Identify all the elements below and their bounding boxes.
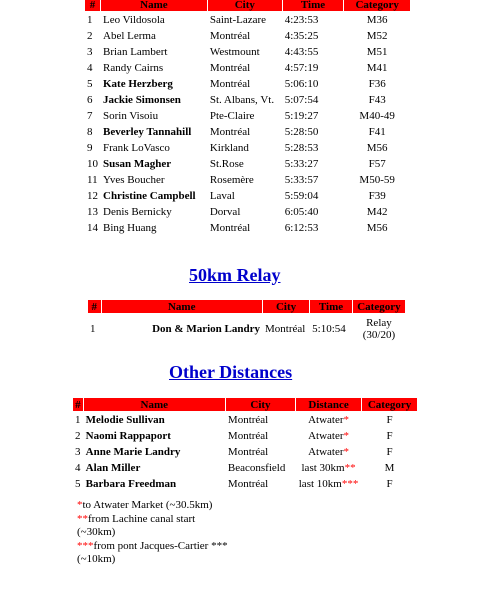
relay-num: 1: [90, 323, 96, 335]
results-row: [85, 28, 410, 43]
other-category: F: [386, 413, 393, 426]
other-row: [73, 444, 417, 459]
other-header-name: Name: [84, 398, 225, 411]
results-row: [85, 124, 410, 139]
row-city: Laval: [209, 189, 235, 202]
row-name: Yves Boucher: [103, 173, 165, 186]
header-time: Time: [283, 0, 344, 11]
footnote-text: to Atwater Market (~30.5km): [82, 499, 213, 511]
row-time: 6:05:40: [284, 205, 319, 218]
footnote-line: [77, 553, 228, 567]
results-row: [85, 140, 410, 155]
other-row: [73, 460, 417, 475]
row-city: Montréal: [209, 125, 251, 138]
relay-name: Don & Marion Landry: [152, 323, 260, 335]
other-distance-text: last 30km: [301, 461, 345, 474]
row-city: St. Albans, Vt.: [209, 93, 275, 106]
row-num: 2: [87, 29, 93, 42]
row-city: Montréal: [209, 77, 251, 90]
results-table: [84, 0, 411, 236]
other-header-distance: Distance: [296, 398, 361, 411]
row-num: 9: [87, 141, 93, 154]
other-distance-marker: *: [343, 445, 350, 458]
other-num: 2: [75, 429, 81, 442]
relay-title: 50km Relay: [189, 265, 281, 285]
header-name: Name: [101, 0, 207, 11]
other-header-city: City: [226, 398, 295, 411]
row-category: M56: [366, 141, 388, 154]
other-header-num: #: [73, 398, 83, 411]
row-name: Leo Vildosola: [103, 13, 165, 26]
results-row: [85, 172, 410, 187]
relay-table: [87, 299, 406, 345]
results-body: [85, 12, 410, 235]
row-city: Saint-Lazare: [209, 13, 267, 26]
row-time: 5:33:57: [284, 173, 319, 186]
row-category: F43: [368, 93, 386, 106]
row-name: Brian Lambert: [103, 45, 168, 58]
row-time: 5:28:50: [284, 125, 319, 138]
row-time: 4:35:25: [284, 29, 319, 42]
row-time: 4:57:19: [284, 61, 319, 74]
row-category: M42: [366, 205, 388, 218]
other-category: F: [386, 445, 393, 458]
results-row: [85, 92, 410, 107]
relay-row: [88, 314, 405, 344]
other-name: Alan Miller: [85, 461, 141, 474]
footnote-line: [77, 526, 228, 540]
row-city: Pte-Claire: [209, 109, 255, 122]
row-num: 14: [87, 221, 98, 234]
row-category: M41: [366, 61, 388, 74]
relay-header-category: Category: [353, 300, 405, 313]
other-title: Other Distances: [169, 362, 293, 382]
results-row: [85, 188, 410, 203]
other-city: Beaconsfield: [227, 461, 286, 474]
footnote-marker: ***: [77, 539, 94, 552]
other-num: 3: [75, 445, 81, 458]
other-distance-marker: ***: [341, 477, 359, 490]
relay-time: 5:10:54: [312, 323, 346, 335]
row-city: Montréal: [209, 221, 251, 234]
results-header-row: [85, 0, 410, 11]
footnote-line: [77, 540, 228, 554]
relay-header-city: City: [263, 300, 309, 313]
header-city: City: [208, 0, 282, 11]
other-row: [73, 412, 417, 427]
other-category: M: [384, 461, 395, 474]
other-distance: [296, 412, 361, 427]
row-name: Christine Campbell: [103, 189, 196, 202]
row-time: 5:59:04: [284, 189, 319, 202]
row-category: M36: [366, 13, 388, 26]
other-distance-text: last 10km: [298, 477, 342, 490]
row-name: Kate Herzberg: [103, 77, 173, 90]
footnote-text: from Lachine canal start: [88, 512, 196, 525]
row-time: 4:23:53: [284, 13, 319, 26]
results-row: [85, 76, 410, 91]
other-body: [73, 412, 417, 491]
relay-category-line1: Relay: [366, 317, 392, 329]
relay-category-line2: (30/20): [362, 329, 396, 341]
row-time: 4:43:55: [284, 45, 319, 58]
row-category: M52: [366, 29, 388, 42]
other-num: 5: [75, 477, 81, 490]
other-distance-text: Atwater: [308, 413, 344, 426]
other-distance: [296, 444, 361, 459]
row-city: Montréal: [209, 61, 251, 74]
row-num: 12: [87, 189, 98, 202]
row-city: Rosemère: [209, 173, 254, 186]
row-time: 5:07:54: [284, 93, 319, 106]
other-name: Naomi Rappaport: [85, 429, 171, 442]
other-city: Montréal: [227, 477, 269, 490]
row-city: St.Rose: [209, 157, 244, 170]
row-time: 5:28:53: [284, 141, 319, 154]
relay-header-time: Time: [310, 300, 352, 313]
row-num: 3: [87, 45, 93, 58]
row-name: Frank LoVasco: [103, 141, 170, 154]
other-name: Melodie Sullivan: [85, 413, 165, 426]
other-table: [72, 397, 418, 492]
row-num: 1: [87, 13, 93, 26]
other-row: [73, 428, 417, 443]
other-category: F: [386, 429, 393, 442]
other-category: F: [386, 477, 393, 490]
row-num: 6: [87, 93, 93, 106]
other-distance-text: Atwater: [308, 445, 344, 458]
row-time: 5:06:10: [284, 77, 319, 90]
results-row: [85, 60, 410, 75]
other-name: Anne Marie Landry: [85, 445, 181, 458]
row-category: M50-59: [359, 173, 395, 186]
row-name: Denis Bernicky: [103, 205, 172, 218]
relay-header-row: [88, 300, 405, 313]
row-category: M51: [366, 45, 388, 58]
other-distance: [296, 460, 361, 475]
row-name: Susan Magher: [103, 157, 172, 170]
other-distance-marker: **: [344, 461, 356, 474]
row-city: Montréal: [209, 29, 251, 42]
other-city: Montréal: [227, 429, 269, 442]
results-row: [85, 12, 410, 27]
results-row: [85, 44, 410, 59]
row-category: M40-49: [359, 109, 395, 122]
row-name: Jackie Simonsen: [103, 93, 181, 106]
row-name: Abel Lerma: [103, 29, 156, 42]
footnote-line: [77, 513, 228, 527]
row-category: F39: [368, 189, 386, 202]
other-distance: [296, 476, 361, 491]
row-category: F36: [368, 77, 386, 90]
other-row: [73, 476, 417, 491]
row-city: Kirkland: [209, 141, 249, 154]
row-num: 4: [87, 61, 93, 74]
results-row: [85, 156, 410, 171]
row-time: 5:19:27: [284, 109, 319, 122]
header-num: #: [85, 0, 100, 11]
footnote-marker: *: [77, 499, 83, 511]
results-row: [85, 108, 410, 123]
other-distance-text: Atwater: [308, 429, 344, 442]
relay-category: [353, 314, 405, 344]
other-header-row: [73, 398, 417, 411]
relay-city: Montréal: [264, 323, 306, 335]
row-num: 10: [87, 157, 98, 170]
footnote-text: from pont Jacques-Cartier ***: [93, 539, 228, 552]
other-city: Montréal: [227, 445, 269, 458]
other-city: Montréal: [227, 413, 269, 426]
row-name: Bing Huang: [103, 221, 157, 234]
row-num: 5: [87, 77, 93, 90]
row-num: 7: [87, 109, 93, 122]
row-category: F41: [368, 125, 386, 138]
results-row: [85, 204, 410, 219]
other-num: 1: [75, 413, 81, 426]
other-distance-marker: *: [343, 413, 350, 426]
other-distance: [296, 428, 361, 443]
other-distance-marker: *: [343, 429, 350, 442]
row-name: Sorin Visoiu: [103, 109, 159, 122]
header-category: Category: [344, 0, 410, 11]
footnotes: [77, 499, 228, 567]
other-header-category: Category: [362, 398, 417, 411]
footnote-text: (~10km): [77, 553, 116, 565]
footnote-line: [77, 499, 228, 513]
row-num: 13: [87, 205, 98, 218]
relay-header-num: #: [88, 300, 101, 313]
row-time: 5:33:27: [284, 157, 319, 170]
results-row: [85, 220, 410, 235]
other-name: Barbara Freedman: [85, 477, 177, 490]
row-category: F57: [368, 157, 386, 170]
row-category: M56: [366, 221, 388, 234]
row-num: 11: [87, 173, 98, 186]
row-city: Dorval: [209, 205, 241, 218]
footnote-text: (~30km): [77, 526, 116, 538]
footnote-marker: **: [77, 512, 88, 525]
row-name: Beverley Tannahill: [103, 125, 192, 138]
relay-header-name: Name: [102, 300, 262, 313]
other-num: 4: [75, 461, 81, 474]
row-name: Randy Cairns: [103, 61, 164, 74]
row-city: Westmount: [209, 45, 260, 58]
row-time: 6:12:53: [284, 221, 319, 234]
row-num: 8: [87, 125, 93, 138]
